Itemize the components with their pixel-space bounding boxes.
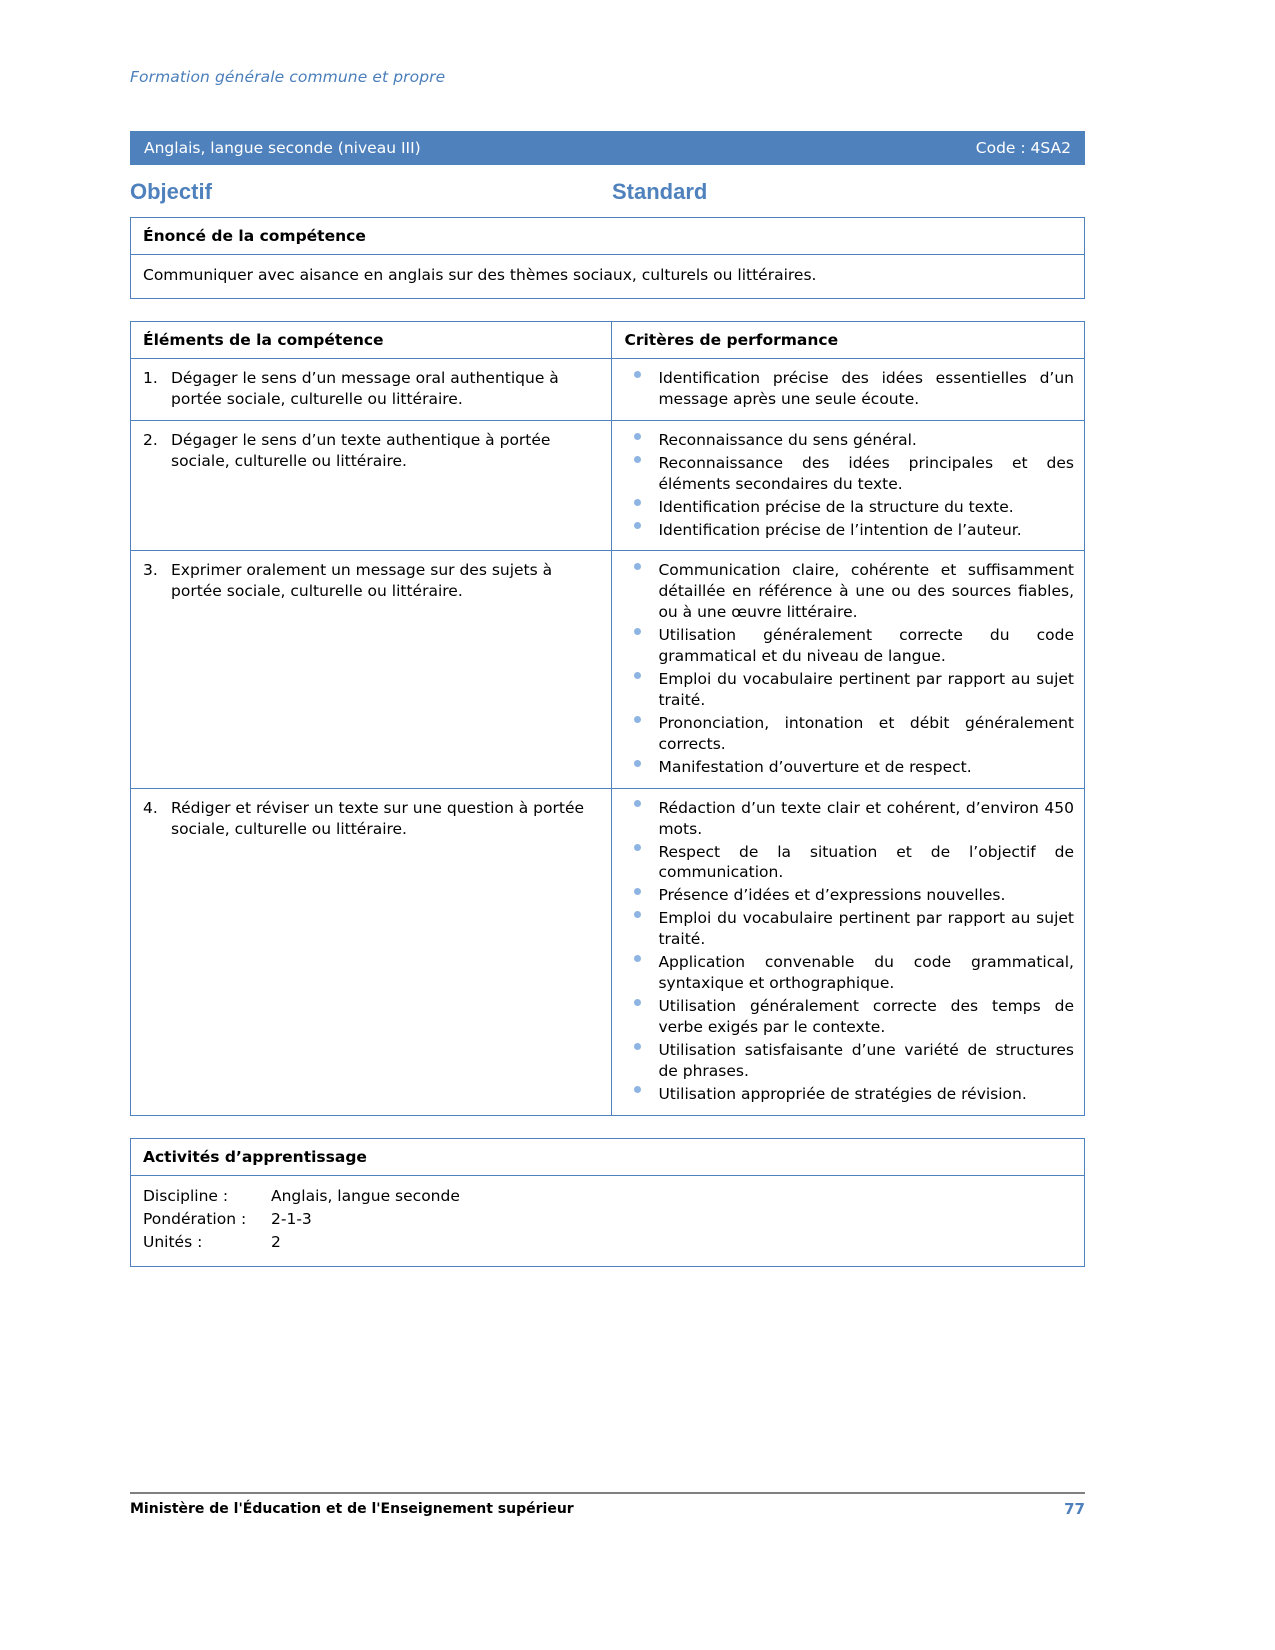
bullet-icon bbox=[634, 999, 641, 1006]
element-text: Dégager le sens d’un message oral authentique à portée sociale, culturelle ou littéraire. bbox=[171, 369, 559, 408]
bullet-icon bbox=[634, 499, 641, 506]
criterion-text: Communication claire, cohérente et suffisamment détaillée en référence à une ou des sources fiables, ou à une œuvre littéraire. bbox=[658, 561, 1074, 622]
bullet-icon bbox=[634, 760, 641, 767]
activity-value: 2-1-3 bbox=[271, 1209, 312, 1228]
bullet-icon bbox=[634, 1086, 641, 1093]
criterion-text: Identification précise des idées essentielles d’un message après une seule écoute. bbox=[658, 369, 1074, 408]
element-number: 1. bbox=[143, 369, 158, 387]
criterion-text: Emploi du vocabulaire pertinent par rapport au sujet traité. bbox=[658, 670, 1074, 709]
activity-label: Pondération : bbox=[143, 1209, 247, 1228]
criteria-list bbox=[620, 798, 1074, 1105]
activity-value: Anglais, langue seconde bbox=[271, 1186, 460, 1205]
list-item bbox=[620, 669, 1074, 711]
list-item bbox=[620, 520, 1074, 541]
bullet-icon bbox=[634, 716, 641, 723]
bullet-icon bbox=[634, 844, 641, 851]
course-title: Anglais, langue seconde (niveau III) bbox=[144, 139, 421, 157]
list-item bbox=[620, 798, 1074, 840]
competence-table bbox=[130, 321, 1085, 1116]
element-text: Dégager le sens d’un texte authentique à portée sociale, culturelle ou littéraire. bbox=[171, 430, 551, 470]
element-cell bbox=[131, 788, 612, 1115]
criterion-text: Rédaction d’un texte clair et cohérent, d’environ 450 mots. bbox=[658, 798, 1074, 838]
list-item bbox=[620, 1040, 1074, 1082]
page-content bbox=[130, 131, 1085, 1267]
criteria-cell bbox=[612, 359, 1085, 421]
page-footer bbox=[130, 1500, 1085, 1518]
learning-activities-body bbox=[131, 1176, 1084, 1267]
element-number: 4. bbox=[143, 798, 158, 817]
spacer bbox=[130, 1116, 1085, 1138]
element-number: 2. bbox=[143, 430, 158, 449]
column-headings bbox=[130, 179, 1085, 205]
criterion-text: Utilisation appropriée de stratégies de révision. bbox=[658, 1084, 1027, 1103]
criterion-text: Respect de la situation et de l’objectif de communication. bbox=[658, 842, 1074, 882]
competence-statement-block bbox=[130, 217, 1085, 299]
bullet-icon bbox=[634, 888, 641, 895]
criterion-text: Utilisation généralement correcte des temps de verbe exigés par le contexte. bbox=[658, 996, 1074, 1036]
element-number: 3. bbox=[143, 561, 158, 580]
list-item bbox=[620, 497, 1074, 518]
bullet-icon bbox=[634, 955, 641, 962]
bullet-icon bbox=[634, 800, 641, 807]
element-cell bbox=[131, 551, 612, 788]
heading-objectif: Objectif bbox=[130, 179, 212, 204]
header-criteria: Critères de performance bbox=[612, 322, 1085, 359]
list-item bbox=[620, 713, 1074, 755]
bullet-icon bbox=[634, 628, 641, 635]
course-code: Code : 4SA2 bbox=[975, 139, 1071, 157]
learning-activities-heading: Activités d’apprentissage bbox=[131, 1139, 1084, 1176]
page-number: 77 bbox=[1064, 1500, 1085, 1518]
bullet-icon bbox=[634, 433, 641, 440]
activity-label: Unités : bbox=[143, 1233, 203, 1252]
criterion-text: Emploi du vocabulaire pertinent par rapport au sujet traité. bbox=[658, 909, 1074, 949]
list-item bbox=[620, 996, 1074, 1038]
bullet-icon bbox=[634, 522, 641, 529]
bullet-icon bbox=[634, 563, 641, 570]
list-item bbox=[620, 453, 1074, 495]
table-header-row bbox=[131, 322, 1085, 359]
list-item bbox=[620, 757, 1074, 778]
activity-label: Discipline : bbox=[143, 1186, 229, 1205]
table-row bbox=[131, 359, 1085, 421]
criterion-text: Prononciation, intonation et débit généralement corrects. bbox=[658, 713, 1074, 753]
activity-value: 2 bbox=[271, 1233, 281, 1252]
activity-row bbox=[143, 1208, 1072, 1231]
list-item bbox=[620, 430, 1074, 451]
criterion-text: Identification précise de la structure du texte. bbox=[658, 497, 1014, 516]
competence-statement-text: Communiquer avec aisance en anglais sur des thèmes sociaux, culturels ou littéraires. bbox=[143, 266, 817, 284]
bullet-icon bbox=[634, 911, 641, 918]
element-cell bbox=[131, 420, 612, 551]
list-item bbox=[620, 885, 1074, 906]
activity-row bbox=[143, 1231, 1072, 1254]
criterion-text: Reconnaissance du sens général. bbox=[658, 430, 917, 449]
criteria-list bbox=[620, 560, 1074, 777]
criteria-cell bbox=[612, 788, 1085, 1115]
table-row bbox=[131, 551, 1085, 788]
list-item bbox=[620, 560, 1074, 623]
criteria-list bbox=[620, 430, 1074, 541]
criterion-text: Utilisation généralement correcte du code grammatical et du niveau de langue. bbox=[658, 626, 1074, 666]
bullet-icon bbox=[634, 456, 641, 463]
list-item bbox=[620, 908, 1074, 950]
header-elements: Éléments de la compétence bbox=[131, 322, 612, 359]
element-text: Exprimer oralement un message sur des sujets à portée sociale, culturelle ou littéraire. bbox=[171, 561, 553, 601]
list-item bbox=[620, 625, 1074, 667]
criterion-text: Présence d’idées et d’expressions nouvelles. bbox=[658, 886, 1006, 905]
criterion-text: Utilisation satisfaisante d’une variété de structures de phrases. bbox=[658, 1040, 1074, 1080]
activity-row bbox=[143, 1185, 1072, 1208]
criterion-text: Identification précise de l’intention de l’auteur. bbox=[658, 520, 1022, 539]
heading-standard: Standard bbox=[612, 179, 708, 204]
criterion-text: Reconnaissance des idées principales et des éléments secondaires du texte. bbox=[658, 453, 1074, 493]
element-text: Rédiger et réviser un texte sur une question à portée sociale, culturelle ou littéraire. bbox=[171, 798, 585, 838]
list-item bbox=[620, 842, 1074, 884]
criterion-text: Manifestation d’ouverture et de respect. bbox=[658, 757, 972, 776]
spacer bbox=[130, 299, 1085, 321]
course-title-bar bbox=[130, 131, 1085, 165]
footer-organization: Ministère de l'Éducation et de l'Enseignement supérieur bbox=[130, 1501, 574, 1517]
bullet-icon bbox=[634, 1043, 641, 1050]
table-row bbox=[131, 420, 1085, 551]
running-head: Formation générale commune et propre bbox=[130, 68, 446, 86]
element-cell bbox=[131, 359, 612, 421]
competence-statement-heading: Énoncé de la compétence bbox=[131, 218, 1084, 255]
criteria-cell bbox=[612, 551, 1085, 788]
criteria-list bbox=[620, 368, 1074, 410]
criterion-text: Application convenable du code grammatical, syntaxique et orthographique. bbox=[658, 953, 1074, 993]
list-item bbox=[620, 368, 1074, 410]
criteria-cell bbox=[612, 420, 1085, 551]
learning-activities-block bbox=[130, 1138, 1085, 1268]
footer-divider bbox=[130, 1492, 1085, 1494]
list-item bbox=[620, 1084, 1074, 1105]
bullet-icon bbox=[634, 672, 641, 679]
table-row bbox=[131, 788, 1085, 1115]
list-item bbox=[620, 952, 1074, 994]
bullet-icon bbox=[634, 371, 641, 378]
